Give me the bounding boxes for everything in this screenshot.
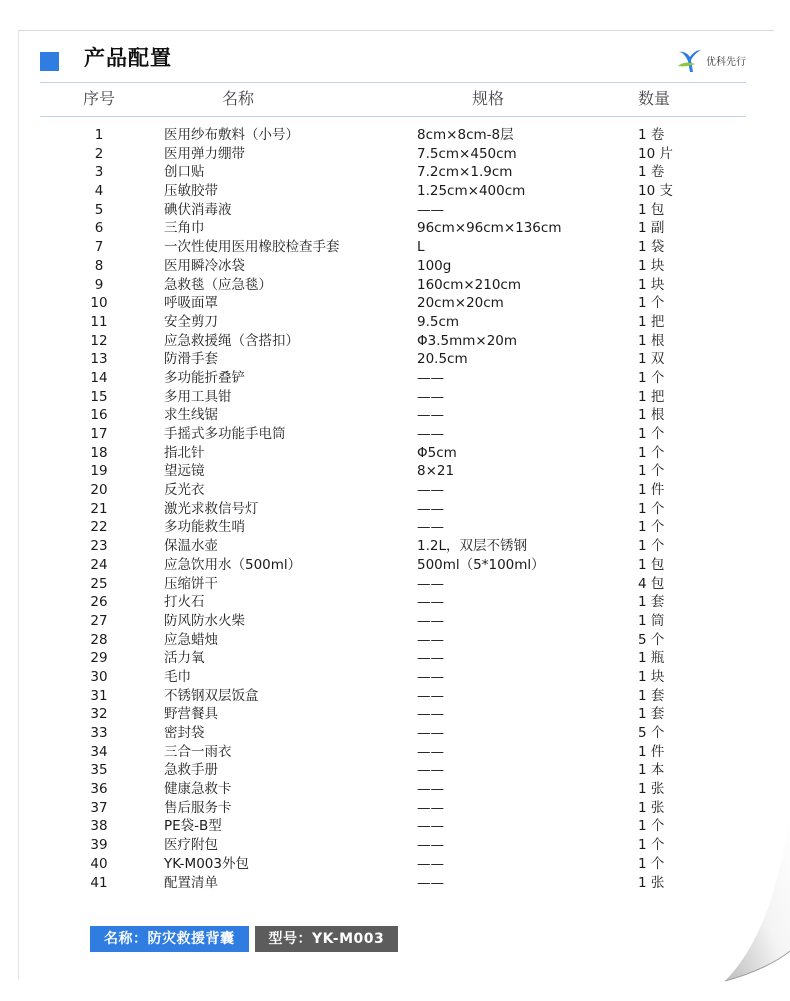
item-number: 17 xyxy=(90,426,108,442)
item-quantity: 1 套 xyxy=(638,687,665,704)
item-quantity: 1 把 xyxy=(638,313,665,330)
yk-logo-icon xyxy=(675,46,703,74)
item-spec: 160cm×210cm xyxy=(417,276,521,293)
item-number: 5 xyxy=(94,201,104,218)
column-header-spec: 规格 xyxy=(472,89,505,108)
item-quantity: 10 片 xyxy=(638,145,673,162)
item-spec: 20.5cm xyxy=(417,351,468,368)
item-number: 8 xyxy=(94,257,104,274)
item-quantity: 10 支 xyxy=(638,183,673,200)
item-quantity: 1 张 xyxy=(638,874,665,891)
table-row xyxy=(0,350,790,369)
item-spec: —— xyxy=(417,855,444,872)
item-name: 防滑手套 xyxy=(164,351,218,368)
item-name: 应急救援绳（含搭扣） xyxy=(164,332,299,349)
item-quantity: 1 个 xyxy=(638,519,665,536)
table-row xyxy=(0,593,790,612)
item-name: 防风防水火柴 xyxy=(164,612,245,629)
table-row xyxy=(0,556,790,575)
item-number: 25 xyxy=(90,575,108,592)
table-row xyxy=(0,537,790,556)
item-quantity: 1 件 xyxy=(638,482,665,499)
title-divider xyxy=(40,82,746,83)
item-number: 40 xyxy=(90,855,108,872)
item-name: 激光求救信号灯 xyxy=(164,500,259,517)
product-name-badge: 名称：防灾救援背囊 xyxy=(90,926,249,952)
item-name: 打火石 xyxy=(164,594,205,611)
item-spec: 1.25cm×400cm xyxy=(417,183,526,200)
item-quantity: 1 个 xyxy=(638,855,665,872)
item-spec: Φ5cm xyxy=(417,444,457,461)
table-row xyxy=(0,481,790,500)
item-name: 配置清单 xyxy=(164,874,218,891)
item-number: 37 xyxy=(90,799,108,816)
table-row xyxy=(0,313,790,332)
item-name: PE袋-B型 xyxy=(164,818,222,835)
item-spec: —— xyxy=(417,500,444,517)
item-quantity: 1 个 xyxy=(638,837,665,854)
item-name: 医用弹力绷带 xyxy=(164,145,245,162)
item-name: 望远镜 xyxy=(164,463,205,480)
item-number: 32 xyxy=(90,706,108,723)
item-quantity: 1 瓶 xyxy=(638,650,665,667)
item-number: 12 xyxy=(90,332,108,349)
item-number: 23 xyxy=(90,538,108,555)
table-row xyxy=(0,257,790,276)
item-name: YK-M003外包 xyxy=(164,855,249,872)
item-number: 26 xyxy=(90,594,108,611)
item-name: 应急饮用水（500ml） xyxy=(164,556,302,573)
item-number: 6 xyxy=(94,220,104,237)
item-spec: 20cm×20cm xyxy=(417,295,504,312)
product-model-badge: 型号：YK-M003 xyxy=(255,926,399,952)
table-row xyxy=(0,500,790,519)
brand-name: 优科先行 xyxy=(706,56,746,68)
footer-badges xyxy=(90,926,398,952)
page-header xyxy=(40,44,746,84)
item-number: 9 xyxy=(94,276,104,293)
header-divider xyxy=(40,116,746,117)
item-spec: —— xyxy=(417,388,444,405)
item-number: 31 xyxy=(90,687,108,704)
item-number: 14 xyxy=(90,369,108,386)
item-number: 13 xyxy=(90,351,108,368)
item-spec: —— xyxy=(417,687,444,704)
table-row xyxy=(0,761,790,780)
item-number: 11 xyxy=(90,313,108,330)
item-spec: —— xyxy=(417,725,444,741)
table-row xyxy=(0,238,790,257)
title-marker xyxy=(40,52,59,71)
item-quantity: 1 件 xyxy=(638,743,665,760)
table-row xyxy=(0,294,790,313)
item-spec: —— xyxy=(417,482,444,499)
item-quantity: 4 包 xyxy=(638,575,665,592)
item-spec: —— xyxy=(417,612,444,629)
item-spec: —— xyxy=(417,650,444,667)
item-spec: —— xyxy=(417,668,444,685)
item-name: 急救手册 xyxy=(164,762,218,779)
item-number: 38 xyxy=(90,818,108,835)
table-row xyxy=(0,369,790,388)
item-number: 27 xyxy=(90,612,108,629)
item-name: 指北针 xyxy=(164,444,205,461)
item-spec: —— xyxy=(417,407,444,424)
item-name: 医用纱布敷料（小号） xyxy=(164,127,299,143)
item-quantity: 1 根 xyxy=(638,332,665,349)
item-name: 毛巾 xyxy=(164,668,191,685)
page-title: 产品配置 xyxy=(84,46,172,70)
table-row xyxy=(0,743,790,762)
brand xyxy=(675,46,746,74)
item-number: 7 xyxy=(94,239,104,256)
table-row xyxy=(0,649,790,668)
item-number: 18 xyxy=(90,444,108,461)
item-spec: —— xyxy=(417,799,444,816)
item-quantity: 1 个 xyxy=(638,369,665,386)
table-row xyxy=(0,126,790,145)
item-number: 21 xyxy=(90,500,108,517)
item-spec: —— xyxy=(417,575,444,592)
item-quantity: 1 个 xyxy=(638,538,665,555)
table-row xyxy=(0,388,790,407)
table-row xyxy=(0,145,790,164)
table-row xyxy=(0,201,790,220)
page-curl-decoration xyxy=(670,801,790,1001)
item-spec: 500ml（5*100ml） xyxy=(417,556,545,573)
table-row xyxy=(0,425,790,444)
item-number: 1 xyxy=(94,127,104,143)
item-name: 压敏胶带 xyxy=(164,183,218,200)
item-name: 求生线锯 xyxy=(164,407,218,424)
table-row xyxy=(0,406,790,425)
item-name: 密封袋 xyxy=(164,725,205,741)
table-row xyxy=(0,631,790,650)
item-name: 急救毯（应急毯） xyxy=(164,276,272,293)
item-quantity: 1 包 xyxy=(638,201,665,218)
item-quantity: 1 个 xyxy=(638,463,665,480)
item-name: 野营餐具 xyxy=(164,706,218,723)
item-name: 反光衣 xyxy=(164,482,205,499)
item-name: 保温水壶 xyxy=(164,538,218,555)
item-number: 22 xyxy=(90,519,108,536)
item-name: 多功能折叠铲 xyxy=(164,369,245,386)
item-number: 33 xyxy=(90,725,108,741)
item-quantity: 1 双 xyxy=(638,351,665,368)
item-spec: —— xyxy=(417,369,444,386)
item-spec: —— xyxy=(417,706,444,723)
table-row xyxy=(0,219,790,238)
item-name: 应急蜡烛 xyxy=(164,631,218,648)
item-name: 活力氧 xyxy=(164,650,205,667)
item-spec: 8cm×8cm-8层 xyxy=(417,127,514,143)
item-name: 呼吸面罩 xyxy=(164,295,218,312)
item-number: 4 xyxy=(94,183,104,200)
item-quantity: 1 副 xyxy=(638,220,665,237)
table-row xyxy=(0,332,790,351)
column-header-no: 序号 xyxy=(82,89,115,108)
item-name: 一次性使用医用橡胶检查手套 xyxy=(164,239,340,256)
item-spec: 7.5cm×450cm xyxy=(417,145,517,162)
item-number: 28 xyxy=(90,631,108,648)
table-row xyxy=(0,518,790,537)
item-quantity: 1 个 xyxy=(638,818,665,835)
item-spec: 100g xyxy=(417,257,452,274)
item-spec: 96cm×96cm×136cm xyxy=(417,220,562,237)
item-quantity: 1 套 xyxy=(638,706,665,723)
item-quantity: 5 个 xyxy=(638,631,665,648)
item-spec: —— xyxy=(417,837,444,854)
item-number: 24 xyxy=(90,556,108,573)
item-quantity: 1 袋 xyxy=(638,239,665,256)
item-name: 碘伏消毒液 xyxy=(164,201,232,218)
item-quantity: 1 张 xyxy=(638,799,665,816)
item-number: 20 xyxy=(90,482,108,499)
item-number: 16 xyxy=(90,407,108,424)
item-quantity: 5 个 xyxy=(638,725,665,741)
item-spec: 1.2L，双层不锈钢 xyxy=(417,538,527,555)
item-spec: 9.5cm xyxy=(417,313,460,330)
item-spec: —— xyxy=(417,426,444,442)
item-quantity: 1 个 xyxy=(638,295,665,312)
item-spec: —— xyxy=(417,594,444,611)
table-row xyxy=(0,780,790,799)
item-number: 36 xyxy=(90,781,108,798)
item-spec: —— xyxy=(417,781,444,798)
item-spec: Φ3.5mm×20m xyxy=(417,332,518,349)
item-name: 创口贴 xyxy=(164,164,205,181)
item-spec: —— xyxy=(417,743,444,760)
item-quantity: 1 筒 xyxy=(638,612,665,629)
item-name: 多功能救生哨 xyxy=(164,519,245,536)
item-spec: 8×21 xyxy=(417,463,455,480)
item-quantity: 1 本 xyxy=(638,762,665,779)
item-quantity: 1 块 xyxy=(638,276,665,293)
item-number: 35 xyxy=(90,762,108,779)
item-quantity: 1 套 xyxy=(638,594,665,611)
item-name: 健康急救卡 xyxy=(164,781,232,798)
item-number: 34 xyxy=(90,743,108,760)
item-number: 30 xyxy=(90,668,108,685)
item-number: 39 xyxy=(90,837,108,854)
item-quantity: 1 张 xyxy=(638,781,665,798)
item-number: 41 xyxy=(90,874,108,891)
table-row xyxy=(0,163,790,182)
table-row xyxy=(0,444,790,463)
item-quantity: 1 块 xyxy=(638,668,665,685)
table-row xyxy=(0,612,790,631)
item-quantity: 1 卷 xyxy=(638,164,665,181)
item-spec: —— xyxy=(417,818,444,835)
item-name: 安全剪刀 xyxy=(164,313,218,330)
item-name: 手摇式多功能手电筒 xyxy=(164,426,286,442)
item-quantity: 1 卷 xyxy=(638,127,665,143)
item-spec: —— xyxy=(417,201,444,218)
item-quantity: 1 根 xyxy=(638,407,665,424)
item-name: 医用瞬冷冰袋 xyxy=(164,257,245,274)
item-spec: —— xyxy=(417,874,444,891)
item-spec: 7.2cm×1.9cm xyxy=(417,164,513,181)
item-name: 多用工具钳 xyxy=(164,388,232,405)
item-quantity: 1 把 xyxy=(638,388,665,405)
item-quantity: 1 个 xyxy=(638,444,665,461)
table-row xyxy=(0,575,790,594)
item-name: 三角巾 xyxy=(164,220,205,237)
item-number: 15 xyxy=(90,388,108,405)
table-row xyxy=(0,182,790,201)
item-spec: —— xyxy=(417,519,444,536)
item-name: 售后服务卡 xyxy=(164,799,232,816)
item-quantity: 1 个 xyxy=(638,500,665,517)
table-row xyxy=(0,705,790,724)
table-row xyxy=(0,724,790,743)
item-number: 2 xyxy=(94,145,104,162)
item-name: 不锈钢双层饭盒 xyxy=(164,687,259,704)
item-number: 29 xyxy=(90,650,108,667)
item-table xyxy=(0,126,790,892)
item-quantity: 1 块 xyxy=(638,257,665,274)
table-row xyxy=(0,276,790,295)
column-header-name: 名称 xyxy=(222,89,255,108)
item-name: 压缩饼干 xyxy=(164,575,218,592)
item-number: 10 xyxy=(90,295,108,312)
item-name: 医疗附包 xyxy=(164,837,218,854)
item-quantity: 1 个 xyxy=(638,426,665,442)
table-row xyxy=(0,687,790,706)
table-row xyxy=(0,668,790,687)
item-quantity: 1 包 xyxy=(638,556,665,573)
item-spec: —— xyxy=(417,631,444,648)
item-name: 三合一雨衣 xyxy=(164,743,232,760)
item-number: 3 xyxy=(94,164,104,181)
item-number: 19 xyxy=(90,463,108,480)
item-spec: L xyxy=(417,239,425,256)
column-header-qty: 数量 xyxy=(638,89,671,108)
table-row xyxy=(0,462,790,481)
item-spec: —— xyxy=(417,762,444,779)
